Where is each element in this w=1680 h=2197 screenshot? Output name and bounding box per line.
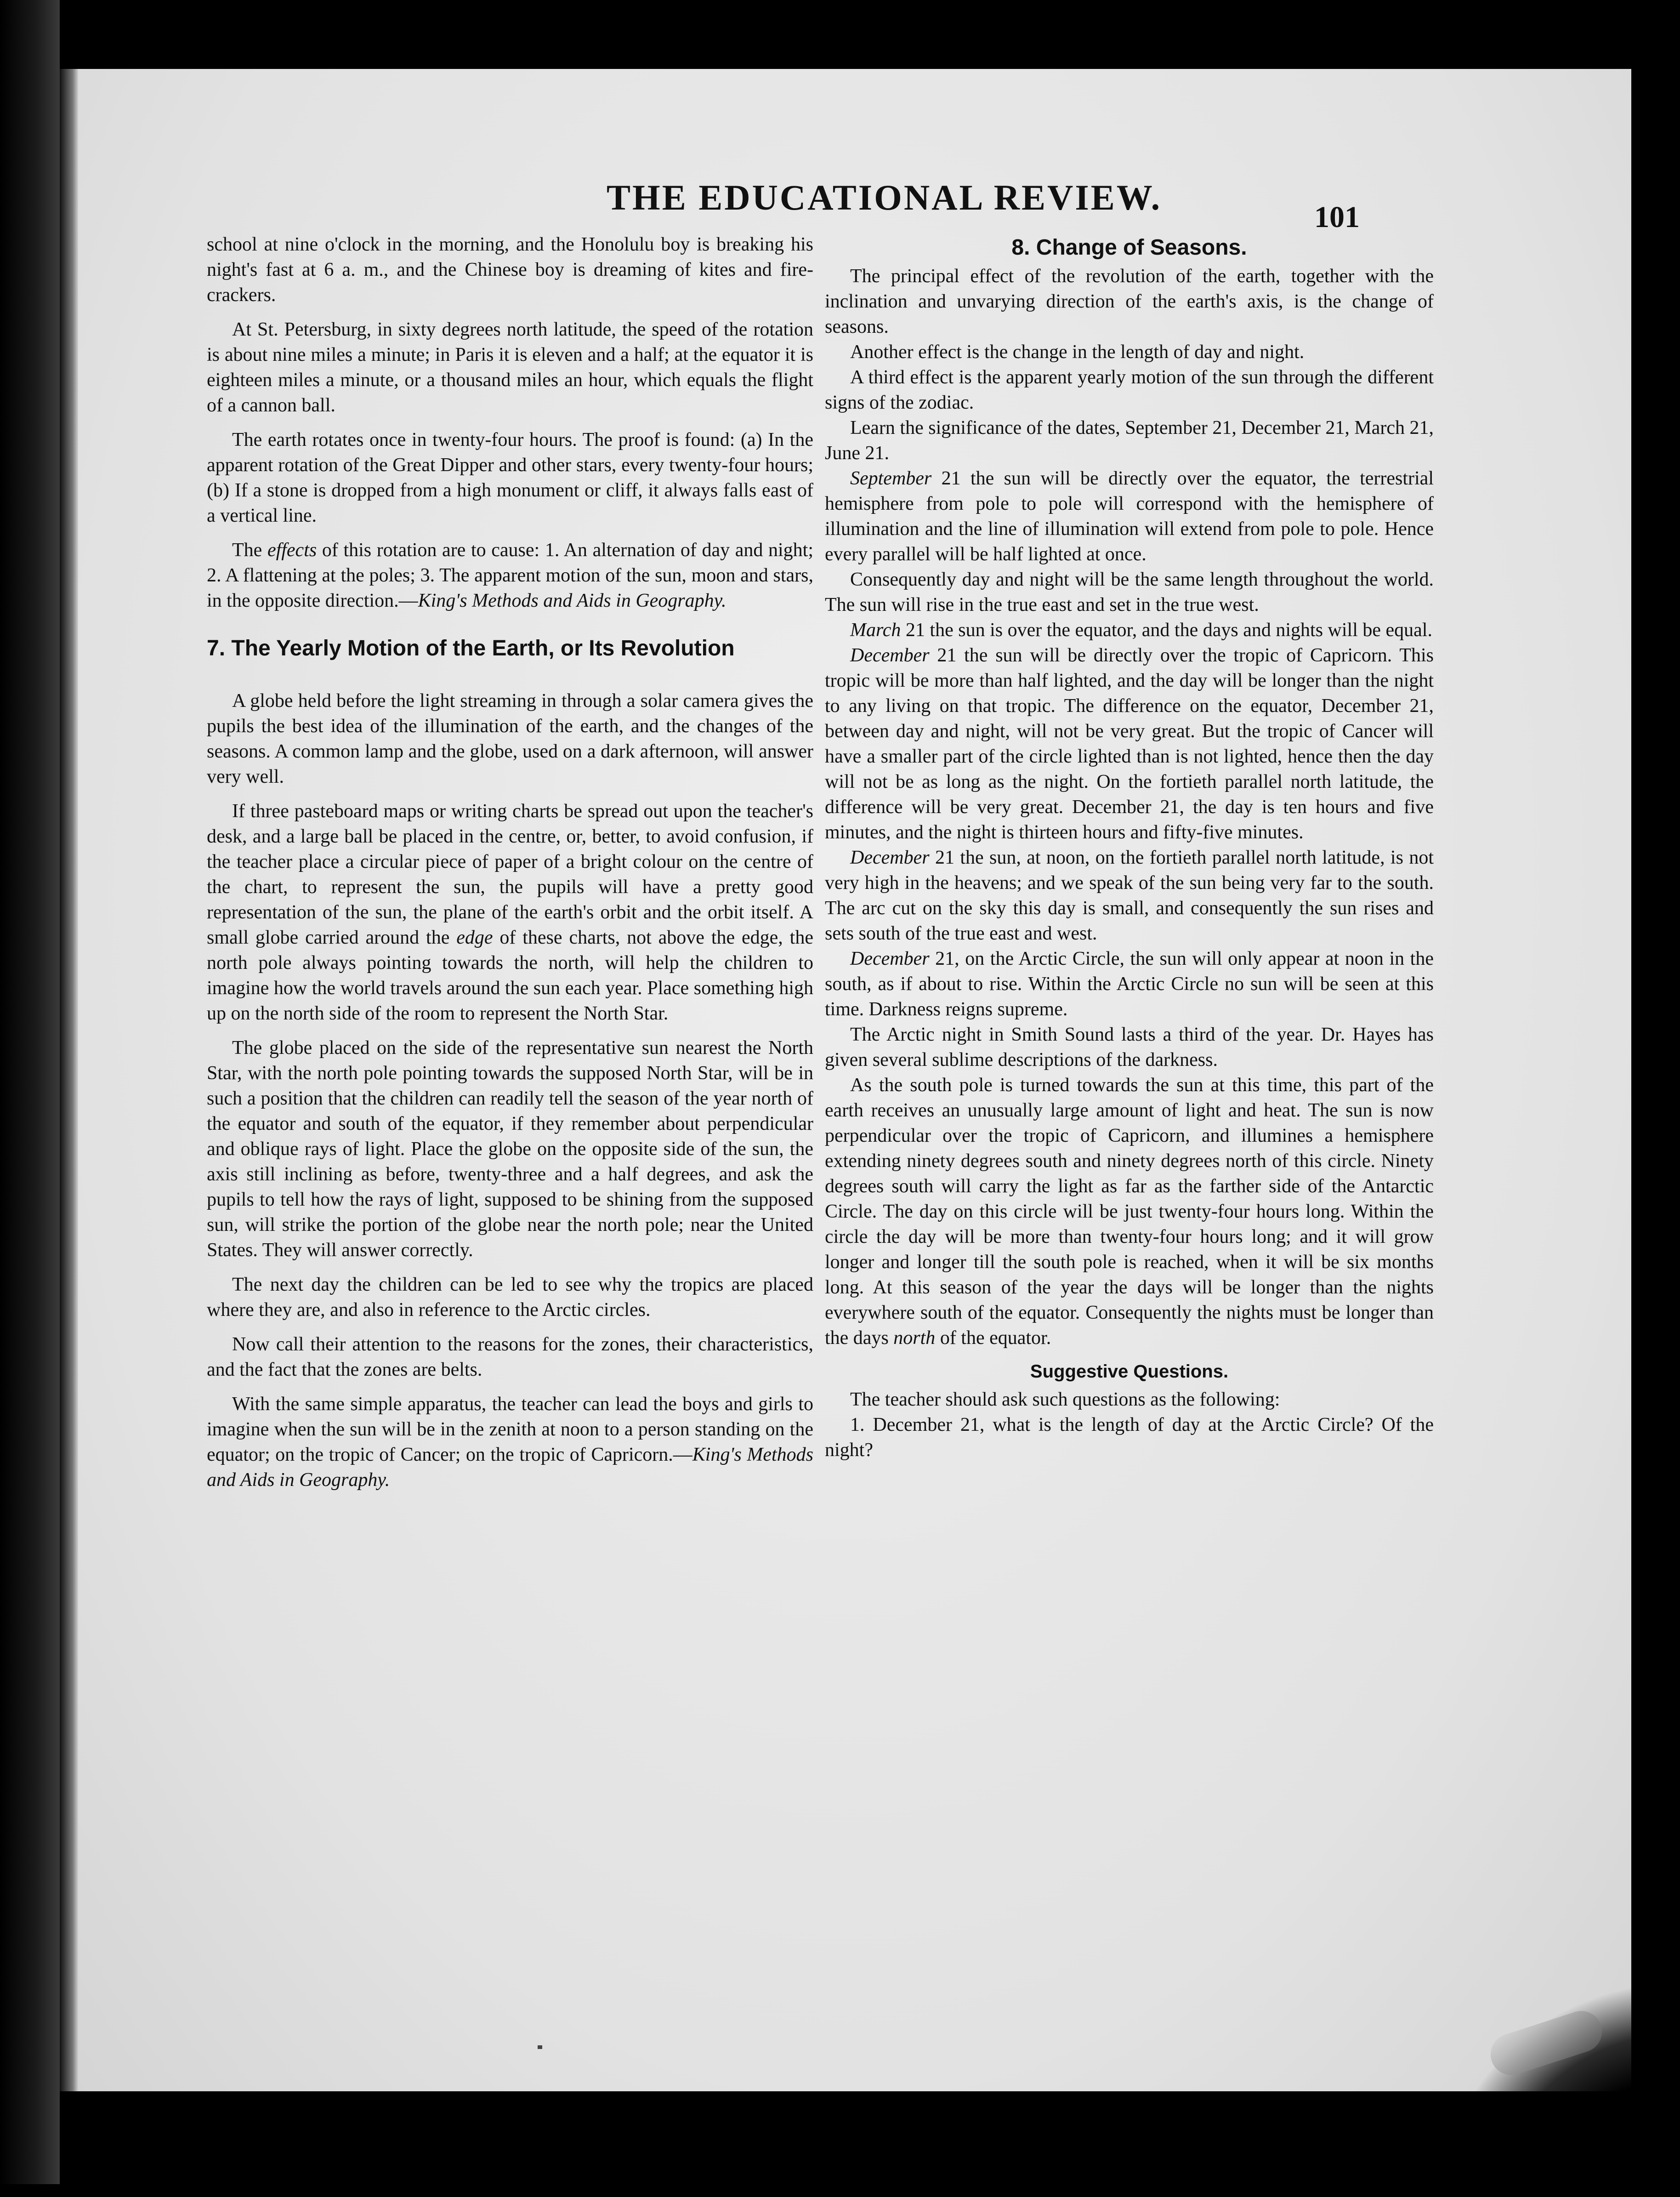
paragraph: December 21 the sun, at noon, on the fortieth parallel north latitude, is not very high in the heavens; and we speak of the sun being very far to the south. The arc cut on the sky this day is small, and consequently the sun rises and sets south of the true east and west. [825, 847, 1434, 944]
paragraph: Learn the significance of the dates, September 21, December 21, March 21, June 21. [825, 417, 1434, 464]
scan-speck [538, 2045, 542, 2049]
paragraph: With the same simple apparatus, the teacher can lead the boys and girls to imagine when the sun will be in the zenith at noon to a person standing on the equator; on the tropic of Cancer; on the tropic of Capricorn.—King's Methods and Aids in Geography. [207, 1394, 813, 1491]
paragraph: school at nine o'clock in the morning, and the Honolulu boy is breaking his night's fast at 6 a. m., and the Chinese boy is dreaming of kites and fire-crackers. [207, 234, 813, 306]
paragraph: The teacher should ask such questions as the following: [850, 1389, 1280, 1410]
paragraph: The effects of this rotation are to cause: 1. An alternation of day and night; 2. A flattening at the poles; 3. The apparent motion of the sun, moon and stars, in the opposite direction.—King's Methods and Aids in Geography. [207, 540, 813, 611]
paragraph: As the south pole is turned towards the sun at this time, this part of the earth receives an unusually large amount of light and heat. The sun is now perpendicular over the tropic of Capricorn, and illumines a hemisphere extending ninety degrees south and ninety degrees north of this circle. Ninety degrees south will carry the light as far as the farther side of the Antarctic Circle. The day on this circle will be just twenty-four hours long. Within the circle the day will be more than twenty-four hours long; and it will grow longer and longer till the south pole is reached, when it will be six months long. At this season of the year the days will be longer than the nights everywhere south of the equator. Consequently the nights must be longer than the days north of the equator. [825, 1075, 1434, 1349]
paragraph: The Arctic night in Smith Sound lasts a third of the year. Dr. Hayes has given several sublime descriptions of the darkness. [825, 1024, 1434, 1070]
paragraph: Now call their attention to the reasons for the zones, their characteristics, and the fact that the zones are belts. [207, 1334, 813, 1380]
paragraph: December 21 the sun will be directly over the tropic of Capricorn. This tropic will be more than half lighted, and the day will be longer than the night to any living on that tropic. The difference on the equator, December 21, between day and night, will not be very great. But the tropic of Cancer will have a smaller part of the circle lighted than is not lighted, hence then the day will not be as long as the night. On the fortieth parallel north latitude, the difference will be very great. December 21, the day is ten hours and five minutes, and the night is thirteen hours and fifty-five minutes. [825, 645, 1434, 843]
paragraph: The next day the children can be led to see why the tropics are placed where they are, and also in reference to the Arctic circles. [207, 1274, 813, 1320]
subheading-questions: Suggestive Questions. [1030, 1361, 1229, 1382]
left-column [207, 232, 813, 1960]
paragraph: A third effect is the apparent yearly motion of the sun through the different signs of the zodiac. [825, 367, 1434, 413]
page-number: 101 [1314, 200, 1360, 234]
journal-title: THE EDUCATIONAL REVIEW. [607, 177, 1162, 217]
paragraph: The principal effect of the revolution of the earth, together with the inclination and unvarying direction of the earth's axis, is the change of seasons. [825, 266, 1434, 337]
page-spine-shadow [60, 69, 78, 2091]
section-heading-revolution: 7. The Yearly Motion of the Earth, or Its Revolution [207, 636, 735, 660]
paragraph: September 21 the sun will be directly over the equator, the terrestrial hemisphere from pole to pole will correspond with the hemisphere of illumination and the line of illumination will extend from pole to pole. Hence every parallel will be half lighted at once. [825, 468, 1434, 565]
paragraph: If three pasteboard maps or writing charts be spread out upon the teacher's desk, and a large ball be placed in the centre, or, better, to avoid confusion, if the teacher place a circular piece of paper of a bright colour on the centre of the chart, to represent the sun, the pupils will have a pretty good representation of the sun, the plane of the earth's orbit and the orbit itself. A small globe carried around the edge of these charts, not above the edge, the north pole always pointing towards the north, will help the children to imagine how the world travels around the sun each year. Place something high up on the north side of the room to represent the North Star. [207, 801, 813, 1024]
paragraph: The earth rotates once in twenty-four hours. The proof is found: (a) In the apparent rotation of the Great Dipper and other stars, every twenty-four hours; (b) If a stone is dropped from a high monument or cliff, it always falls east of a vertical line. [207, 429, 813, 526]
paragraph: The globe placed on the side of the representative sun nearest the North Star, with the north pole pointing towards the supposed North Star, will be in such a position that the children can readily tell the season of the year north of the equator and south of the equator, if they remember about perpendicular and oblique rays of light. Place the globe on the opposite side of the sun, the axis still inclining as before, twenty-three and a half degrees, and ask the pupils to tell how the rays of light, supposed to be shining from the supposed sun, will strike the portion of the globe near the north pole; near the United States. They will answer correctly. [207, 1037, 813, 1261]
paragraph: Another effect is the change in the length of day and night. [850, 342, 1305, 363]
right-column [825, 232, 1434, 1960]
paragraph: March 21 the sun is over the equator, and the days and nights will be equal. [850, 620, 1432, 641]
paragraph: Consequently day and night will be the same length throughout the world. The sun will rise in the true east and set in the true west. [825, 569, 1434, 615]
section-heading-seasons: 8. Change of Seasons. [1011, 235, 1247, 260]
question-item: 1. December 21, what is the length of day at the Arctic Circle? Of the night? [825, 1414, 1434, 1461]
scan-dark-margin [0, 0, 60, 2184]
paragraph: A globe held before the light streaming in through a solar camera gives the pupils the best idea of the illumination of the earth, and the changes of the seasons. A common lamp and the globe, used on a dark afternoon, will answer very well. [207, 690, 813, 787]
paragraph: At St. Petersburg, in sixty degrees north latitude, the speed of the rotation is about nine miles a minute; in Paris it is eleven and a half; at the equator it is eighteen miles a minute, or a thousand miles an hour, which equals the flight of a cannon ball. [207, 319, 813, 416]
paragraph: December 21, on the Arctic Circle, the sun will only appear at noon in the south, as if about to rise. Within the Arctic Circle no sun will be seen at this time. Darkness reigns supreme. [825, 948, 1434, 1020]
